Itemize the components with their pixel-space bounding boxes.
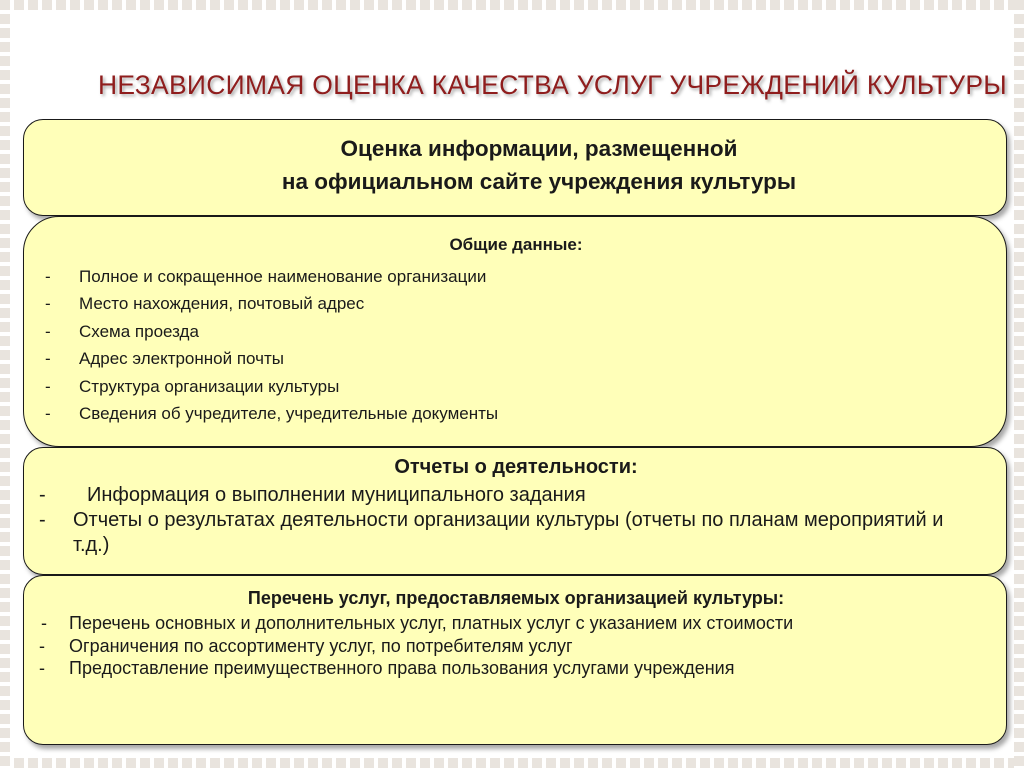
list-item-text: Сведения об учредителе, учредительные документы	[79, 403, 499, 423]
activity-reports-box	[23, 447, 1007, 575]
bullet-dash: -	[39, 509, 46, 531]
general-data-heading: Общие данные:	[449, 235, 583, 254]
list-item	[45, 345, 985, 372]
list-item	[45, 373, 985, 400]
bullet-dash: -	[45, 376, 51, 396]
list-item-text: Адрес электронной почты	[79, 349, 284, 369]
bullet-dash: -	[39, 635, 45, 656]
list-item-text: Структура организации культуры	[79, 376, 340, 396]
header-box	[23, 119, 1007, 216]
header-line-1: Оценка информации, размещенной	[340, 136, 738, 161]
activity-reports-list	[39, 483, 979, 558]
list-item-text: Полное и сокращенное наименование организации	[79, 267, 487, 286]
services-list-box	[23, 575, 1007, 745]
list-item-text: Информация о выполнении муниципального задания	[87, 484, 586, 506]
list-item-text: Место нахождения, почтовый адрес	[79, 294, 365, 314]
list-item	[45, 318, 985, 345]
list-item-text: Отчеты о результатах деятельности организации культуры (отчеты по планам мероприятий и т.д.)	[73, 509, 944, 556]
border-top	[0, 0, 1024, 10]
list-item-text: Схема проезда	[79, 321, 199, 341]
list-item-text: Ограничения по ассортименту услуг, по потребителям услуг	[69, 635, 573, 656]
list-item-text: Предоставление преимущественного права пользования услугами учреждения	[69, 658, 735, 678]
list-item	[39, 612, 999, 635]
services-list-heading: Перечень услуг, предоставляемых организацией культуры:	[247, 588, 785, 608]
bullet-dash: -	[45, 294, 51, 314]
border-bottom	[0, 758, 1024, 768]
border-right	[1014, 0, 1024, 768]
activity-reports-heading: Отчеты о деятельности:	[394, 456, 638, 478]
list-item	[39, 657, 999, 680]
bullet-dash: -	[39, 484, 46, 506]
list-item	[45, 263, 985, 290]
slide-title: НЕЗАВИСИМАЯ ОЦЕНКА КАЧЕСТВА УСЛУГ УЧРЕЖДЕНИЙ КУЛЬТУРЫ	[98, 70, 1007, 100]
list-item	[39, 508, 979, 558]
list-item-text: Перечень основных и дополнительных услуг, платных услуг с указанием их стоимости	[69, 613, 794, 633]
list-item	[45, 290, 985, 317]
bullet-dash: -	[45, 349, 51, 369]
general-data-box	[23, 216, 1007, 447]
bullet-dash: -	[45, 403, 51, 423]
bullet-dash: -	[39, 658, 45, 678]
header-line-2: на официальном сайте учреждения культуры	[281, 169, 797, 194]
list-item	[39, 483, 979, 508]
border-left	[0, 0, 10, 768]
bullet-dash: -	[45, 267, 51, 286]
list-item	[45, 400, 985, 427]
bullet-dash: -	[41, 613, 47, 633]
services-list	[39, 612, 999, 680]
bullet-dash: -	[45, 321, 51, 341]
header-box-title	[24, 132, 1024, 198]
general-data-list	[45, 263, 985, 427]
list-item	[39, 635, 999, 658]
